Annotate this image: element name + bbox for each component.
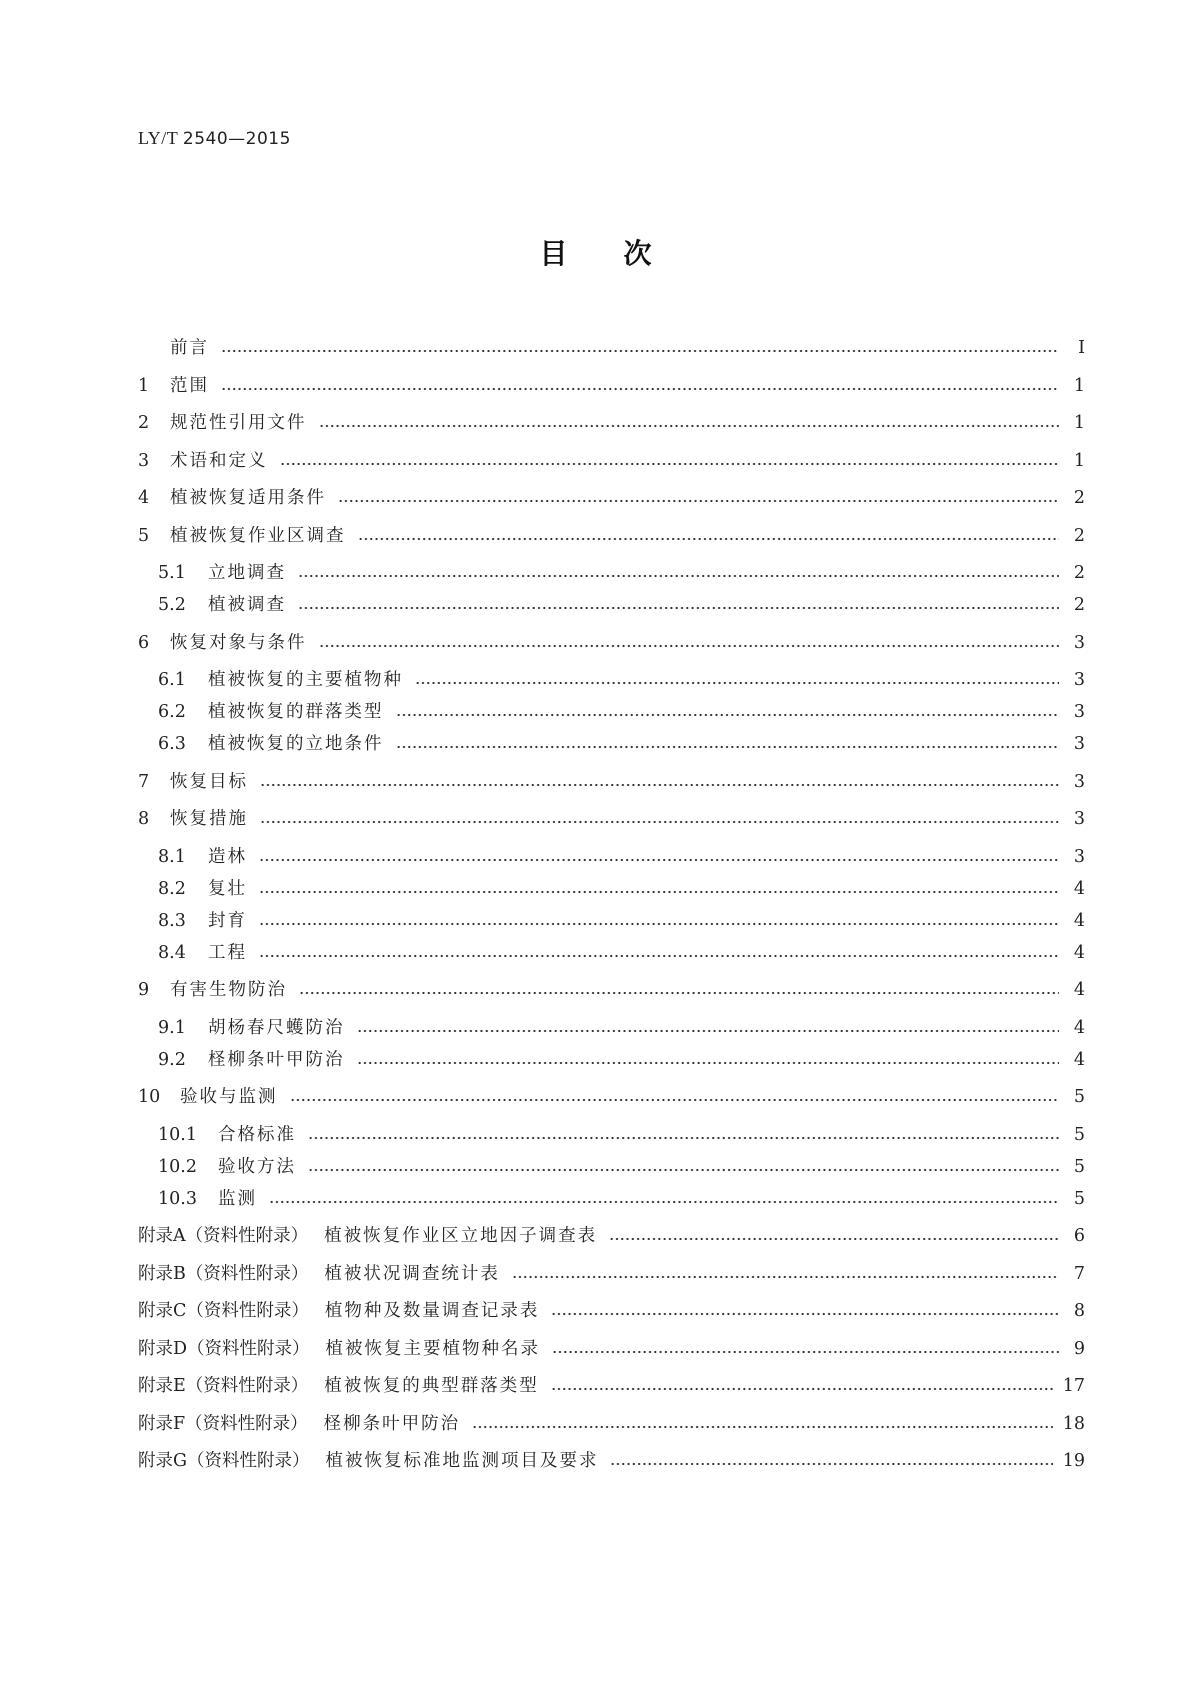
dot-leader: [221, 349, 1059, 353]
toc-entry[interactable]: [138, 1450, 1085, 1472]
toc-entry-title: 前言: [170, 338, 209, 358]
toc-entry-number: 附录D（资料性附录）: [138, 1338, 310, 1359]
toc-entry[interactable]: [138, 1413, 1085, 1435]
toc-entry-number: 10.2: [158, 1156, 197, 1177]
toc-entry[interactable]: [158, 733, 1085, 755]
toc-entry-title: 合格标准: [218, 1124, 296, 1145]
dot-leader: [319, 424, 1060, 428]
toc-entry-number: 附录A（资料性附录）: [138, 1226, 309, 1246]
toc-entry-page: 1: [1073, 413, 1085, 433]
toc-entry[interactable]: [138, 1300, 1085, 1322]
toc-entry-title: 范围: [170, 375, 209, 396]
toc-entry-title: 封育: [208, 910, 247, 931]
toc-entry-number: 8.3: [158, 910, 186, 931]
toc-entry[interactable]: [158, 1017, 1085, 1039]
standard-number: 2540—2015: [182, 129, 291, 149]
toc-entry-number: 7: [138, 771, 150, 792]
toc-entry[interactable]: [138, 337, 1085, 359]
toc-entry-number: 8: [138, 809, 150, 829]
dot-leader: [319, 644, 1060, 648]
toc-entry[interactable]: [138, 1263, 1085, 1285]
toc-entry[interactable]: [158, 1049, 1085, 1071]
toc-entry-title: 植被恢复作业区立地因子调查表: [324, 1226, 598, 1246]
toc-entry[interactable]: [138, 412, 1085, 434]
toc-entry-number: 6.3: [158, 734, 186, 754]
standard-code: [138, 128, 291, 149]
toc-entry-number: 6.2: [158, 702, 186, 722]
toc-entry-number: 9.2: [158, 1049, 186, 1070]
toc-entry-title: 植被恢复标准地监测项目及要求: [325, 1451, 599, 1471]
toc-entry-page: 2: [1073, 525, 1085, 546]
toc-entry[interactable]: [138, 808, 1085, 830]
dot-leader: [260, 820, 1059, 824]
toc-entry-title: 恢复目标: [170, 771, 248, 792]
toc-entry-title: 造林: [208, 846, 247, 867]
toc-entry-number: 8.1: [158, 846, 186, 867]
toc-entry-page: 4: [1073, 878, 1085, 899]
dot-leader: [308, 1136, 1059, 1140]
dot-leader: [298, 606, 1059, 610]
toc-entry-number: 10.1: [158, 1124, 197, 1145]
toc-entry[interactable]: [138, 1338, 1085, 1360]
toc-entry-page: 2: [1073, 595, 1085, 615]
toc-entry-page: 2: [1073, 563, 1085, 583]
toc-entry-page: 5: [1073, 1124, 1085, 1145]
toc-entry-page: 18: [1062, 1413, 1085, 1434]
toc-entry[interactable]: [158, 1124, 1085, 1146]
toc-entry-title: 植被恢复主要植物种名录: [325, 1338, 541, 1359]
dot-leader: [259, 890, 1059, 894]
toc-entry[interactable]: [158, 701, 1085, 723]
toc-entry-title: 验收与监测: [180, 1087, 278, 1107]
toc-entry-page: 17: [1062, 1376, 1085, 1396]
toc-entry[interactable]: [138, 487, 1085, 509]
dot-leader: [308, 1168, 1059, 1172]
toc-entry-title: 植被调查: [208, 595, 286, 615]
toc-entry-page: 5: [1073, 1156, 1085, 1177]
dot-leader: [552, 1350, 1059, 1354]
dot-leader: [298, 574, 1059, 578]
toc-entry-number: 3: [138, 450, 150, 471]
dot-leader: [415, 681, 1059, 685]
toc-entry-page: 5: [1073, 1188, 1085, 1209]
toc-entry-number: 5.1: [158, 563, 186, 583]
dot-leader: [472, 1425, 1053, 1429]
toc-entry-title: 恢复对象与条件: [170, 632, 307, 653]
toc-entry-page: 3: [1073, 702, 1085, 722]
toc-entry-page: 4: [1073, 1049, 1085, 1070]
toc-entry-page: 7: [1073, 1263, 1085, 1284]
toc-entry-number: 4: [138, 488, 150, 508]
toc-entry-number: 10: [138, 1087, 161, 1107]
dot-leader: [259, 858, 1059, 862]
dot-leader: [512, 1275, 1059, 1279]
toc-entry-title: 立地调查: [208, 563, 286, 583]
dot-leader: [338, 499, 1059, 503]
toc-entry-number: 1: [138, 375, 150, 396]
dot-leader: [260, 783, 1059, 787]
toc-entry-title: 胡杨春尺蠖防治: [208, 1017, 345, 1038]
toc-entry-number: 6: [138, 632, 150, 653]
toc-entry-number: 6.1: [158, 670, 186, 690]
toc-entry-page: 9: [1073, 1338, 1085, 1359]
toc-entry-title: 规范性引用文件: [170, 413, 307, 433]
page-title: 目次: [539, 237, 708, 270]
toc-entry-title: 柽柳条叶甲防治: [208, 1049, 345, 1070]
dot-leader: [610, 1462, 1052, 1466]
dot-leader: [269, 1200, 1059, 1204]
toc-entry-page: 3: [1073, 846, 1085, 867]
toc-entry[interactable]: [158, 1156, 1085, 1178]
toc-entry-page: 8: [1073, 1301, 1085, 1321]
toc-entry-title: 恢复措施: [170, 809, 248, 829]
dot-leader: [290, 1098, 1060, 1102]
toc-entry[interactable]: [138, 450, 1085, 472]
toc-entry-page: 5: [1073, 1087, 1085, 1107]
toc-entry-page: 4: [1073, 910, 1085, 931]
dot-leader: [396, 713, 1060, 717]
toc-entry-number: 9.1: [158, 1017, 186, 1038]
toc-entry-page: 6: [1073, 1226, 1085, 1246]
toc-entry[interactable]: [158, 846, 1085, 868]
toc-entry-title: 工程: [208, 942, 247, 963]
toc-entry-number: 附录F（资料性附录）: [138, 1413, 308, 1434]
toc-entry[interactable]: [158, 878, 1085, 900]
dot-leader: [551, 1387, 1053, 1391]
toc-entry-title: 植被状况调查统计表: [324, 1263, 500, 1284]
toc-entry[interactable]: [158, 669, 1085, 691]
toc-entry-title: 植被恢复适用条件: [170, 488, 326, 508]
toc-entry-title: 植被恢复的群落类型: [208, 702, 384, 722]
toc-entry-page: Ⅰ: [1078, 338, 1085, 358]
standard-prefix: LY/T: [138, 128, 178, 148]
toc-entry-title: 有害生物防治: [170, 980, 287, 1000]
toc-entry[interactable]: [138, 1225, 1085, 1247]
toc-entry[interactable]: [138, 979, 1085, 1001]
dot-leader: [357, 1029, 1060, 1033]
toc-entry[interactable]: [158, 562, 1085, 584]
toc-entry-title: 柽柳条叶甲防治: [323, 1413, 461, 1434]
toc-entry-number: 附录G（资料性附录）: [138, 1451, 310, 1471]
toc-entry-title: 术语和定义: [170, 450, 268, 471]
toc-entry-number: 5.2: [158, 595, 186, 615]
toc-entry-page: 19: [1062, 1451, 1085, 1471]
dot-leader: [259, 922, 1059, 926]
dot-leader: [551, 1312, 1059, 1316]
toc-entry-title: 植物种及数量调查记录表: [324, 1301, 540, 1321]
toc-entry[interactable]: [158, 1188, 1085, 1210]
toc-entry-page: 2: [1073, 488, 1085, 508]
toc-entry-number: 2: [138, 413, 150, 433]
toc-entry[interactable]: [138, 632, 1085, 654]
toc-entry[interactable]: [138, 375, 1085, 397]
toc-entry[interactable]: [158, 910, 1085, 932]
toc-entry-page: 3: [1073, 734, 1085, 754]
toc-entry-page: 3: [1073, 809, 1085, 829]
toc-entry-title: 植被恢复的立地条件: [208, 734, 384, 754]
dot-leader: [357, 1061, 1060, 1065]
toc-entry-number: 8.4: [158, 942, 186, 963]
dot-leader: [358, 537, 1060, 541]
toc-entry-number: 5: [138, 525, 150, 546]
toc-entry-page: 3: [1073, 632, 1085, 653]
toc-entry-title: 植被恢复的典型群落类型: [324, 1376, 539, 1396]
toc-entry-page: 3: [1073, 670, 1085, 690]
toc-entry-page: 3: [1073, 771, 1085, 792]
toc-entry-title: 植被恢复的主要植物种: [208, 670, 403, 690]
toc-entry-number: 附录B（资料性附录）: [138, 1263, 309, 1284]
toc-entry-page: 1: [1073, 450, 1085, 471]
toc-entry-number: 10.3: [158, 1188, 197, 1209]
toc-entry[interactable]: [158, 942, 1085, 964]
toc-entry-title: 验收方法: [218, 1156, 296, 1177]
toc-entry[interactable]: [138, 525, 1085, 547]
dot-leader: [259, 954, 1059, 958]
dot-leader: [221, 387, 1059, 391]
dot-leader: [280, 462, 1060, 466]
dot-leader: [609, 1237, 1059, 1241]
toc-entry-number: 9: [138, 980, 150, 1000]
toc-entry-page: 4: [1073, 980, 1085, 1000]
dot-leader: [299, 991, 1059, 995]
toc-entry-number: 附录C（资料性附录）: [138, 1301, 309, 1321]
toc-entry-page: 1: [1073, 375, 1085, 396]
toc-entry-title: 植被恢复作业区调查: [170, 525, 346, 546]
dot-leader: [396, 745, 1060, 749]
toc-entry[interactable]: [138, 771, 1085, 793]
toc-entry-title: 监测: [218, 1188, 257, 1209]
toc-entry[interactable]: [158, 594, 1085, 616]
toc-entry-title: 复壮: [208, 878, 247, 899]
toc-entry-page: 4: [1073, 1017, 1085, 1038]
toc-entry-number: 8.2: [158, 878, 186, 899]
toc-entry[interactable]: [138, 1086, 1085, 1108]
toc-entry-number: 附录E（资料性附录）: [138, 1376, 309, 1396]
toc-entry-page: 4: [1073, 942, 1085, 963]
toc-entry[interactable]: [138, 1375, 1085, 1397]
